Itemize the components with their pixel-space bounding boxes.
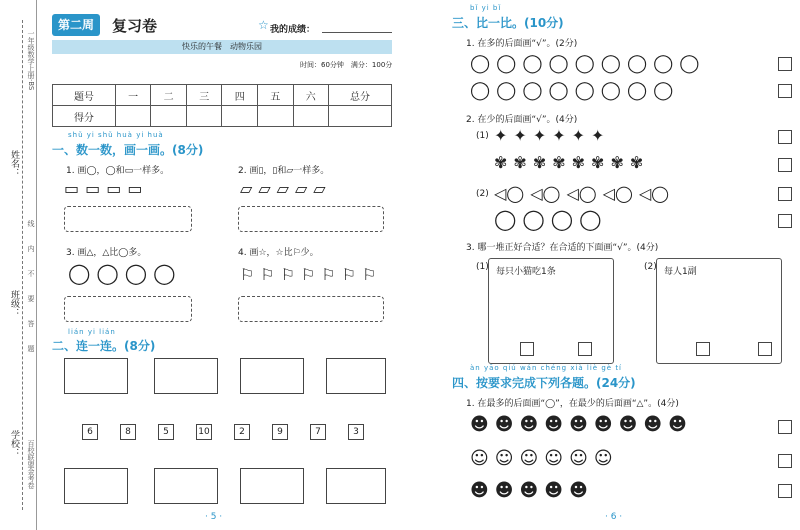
apples: ◯ ◯ ◯ ◯ ◯ ◯ ◯ ◯ ◯	[470, 53, 700, 74]
checkbox[interactable]	[778, 454, 792, 468]
bowls: ◯ ◯ ◯ ◯	[68, 261, 176, 285]
sec3-q1: 1. 在多的后面画“√”。(2分)	[466, 39, 578, 49]
score-cell[interactable]	[186, 106, 222, 127]
table-header: 三	[186, 85, 222, 106]
table-header: 一	[115, 85, 151, 106]
checkbox[interactable]	[778, 214, 792, 228]
table-header: 题号	[53, 85, 116, 106]
table-header: 四	[222, 85, 258, 106]
sec4-pinyin: àn yāo qiú wán chéng xià liè gè tí	[470, 364, 623, 372]
flags: ⚐ ⚐ ⚐ ⚐ ⚐ ⚐ ⚐	[240, 265, 377, 284]
score-line	[322, 32, 392, 33]
q1-text: 1. 画◯，◯和▭一样多。	[66, 166, 170, 176]
number-box[interactable]: 5	[158, 424, 174, 440]
score-cell[interactable]	[329, 106, 392, 127]
sec3-q3: 3. 哪一堆正好合适？在合适的下面画“√”。(4分)	[466, 243, 659, 253]
checkbox[interactable]	[778, 187, 792, 201]
picture-strawberries	[154, 468, 218, 504]
checkbox[interactable]	[758, 342, 772, 356]
pencil-cases: ▭ ▭ ▭ ▭	[64, 179, 143, 198]
table-header: 五	[258, 85, 294, 106]
subtitle-bar: 快乐的午餐 动物乐园	[52, 40, 392, 54]
sec4-title: 四、按要求完成下列各题。(24分)	[452, 376, 636, 390]
week-badge: 第二周	[52, 14, 100, 36]
score-label: 我的成绩：	[270, 25, 316, 35]
class-label: 班级：	[9, 290, 19, 317]
checkbox[interactable]	[778, 130, 792, 144]
score-cell[interactable]	[115, 106, 151, 127]
sec1-title: 一、数一数，画一画。(8分)	[52, 143, 204, 157]
star-icon: ☆	[258, 18, 269, 32]
sec1-pinyin: shǔ yi shǔ huà yi huà	[68, 131, 164, 139]
school-label: 学校：	[9, 430, 19, 457]
series-label: 一年级数学上册·BS	[27, 30, 35, 91]
number-box[interactable]: 8	[120, 424, 136, 440]
checkbox[interactable]	[696, 342, 710, 356]
sec2-pinyin: lián yi lián	[68, 328, 116, 336]
sec3-pinyin: bǐ yi bǐ	[470, 4, 502, 12]
fishbowls: ◯ ◯ ◯ ◯	[494, 207, 602, 231]
picture-carrots	[154, 358, 218, 394]
draw-box-2[interactable]	[238, 206, 384, 232]
checkbox[interactable]	[520, 342, 534, 356]
number-box[interactable]: 9	[272, 424, 288, 440]
picture-frogs	[64, 468, 128, 504]
checkbox[interactable]	[778, 158, 792, 172]
number-box[interactable]: 3	[348, 424, 364, 440]
table-header: 总分	[329, 85, 392, 106]
picture-kittens	[240, 468, 304, 504]
people-gloves-text: 每人1副	[664, 267, 697, 277]
q4-text: 4. 画☆，☆比⚐少。	[238, 248, 319, 258]
page-title: 复习卷	[112, 17, 158, 35]
cat-fish-text: 每只小猫吃1条	[496, 267, 556, 277]
table-header: 二	[151, 85, 187, 106]
erasers: ▱ ▱ ▱ ▱ ▱	[240, 179, 326, 198]
checkbox[interactable]	[778, 484, 792, 498]
cut-line	[22, 20, 23, 510]
checkbox[interactable]	[778, 420, 792, 434]
sec2-title: 二、连一连。(8分)	[52, 339, 156, 353]
sec3-title: 三、比一比。(10分)	[452, 16, 564, 30]
table-header: 六	[293, 85, 329, 106]
monkeys: ☻ ☻ ☻ ☻ ☻ ☻ ☻ ☻ ☻	[470, 414, 687, 435]
frogs: ☻ ☻ ☻ ☻ ☻	[470, 480, 588, 501]
row-label: 得分	[53, 106, 116, 127]
picture-pineapples	[240, 358, 304, 394]
draw-box-3[interactable]	[64, 296, 192, 322]
number-box[interactable]: 10	[196, 424, 212, 440]
score-cell[interactable]	[222, 106, 258, 127]
sub-2-label: (2)	[476, 189, 489, 199]
draw-box-4[interactable]	[238, 296, 384, 322]
page-number-right: · 6 ·	[605, 512, 623, 522]
peaches: ◯ ◯ ◯ ◯ ◯ ◯ ◯ ◯	[470, 80, 674, 101]
sub-2-label: (2)	[644, 262, 657, 272]
time-info: 时间：60分钟 满分：100分	[300, 61, 393, 69]
draw-box-1[interactable]	[64, 206, 192, 232]
brand-label: 百校联盟金考卷	[27, 440, 35, 489]
sec3-q2: 2. 在少的后面画“√”。(4分)	[466, 115, 578, 125]
score-cell[interactable]	[258, 106, 294, 127]
picture-corn	[326, 358, 386, 394]
sub-1-label: (1)	[476, 262, 489, 272]
sec4-q1: 1. 在最多的后面画“◯”，在最少的后面画“△”。(4分)	[466, 399, 679, 409]
number-box[interactable]: 6	[82, 424, 98, 440]
rabbits: ☺ ☺ ☺ ☺ ☺ ☺	[470, 448, 613, 469]
number-box[interactable]: 7	[310, 424, 326, 440]
fish: ◁◯ ◁◯ ◁◯ ◁◯ ◁◯	[494, 184, 670, 203]
picture-bananas	[64, 358, 128, 394]
cut-warning: 线内不要答题	[27, 220, 35, 370]
q2-text: 2. 画▯，▯和▱一样多。	[238, 166, 330, 176]
binding-spine	[0, 0, 37, 530]
page-number-left: · 5 ·	[205, 512, 223, 522]
birds: ✦ ✦ ✦ ✦ ✦ ✦	[494, 126, 605, 145]
q3-text: 3. 画△，△比◯多。	[66, 248, 147, 258]
number-box[interactable]: 2	[234, 424, 250, 440]
picture-toys	[326, 468, 386, 504]
score-cell[interactable]	[293, 106, 329, 127]
score-table	[52, 84, 392, 127]
checkbox[interactable]	[778, 57, 792, 71]
checkbox[interactable]	[578, 342, 592, 356]
butterflies: ✾ ✾ ✾ ✾ ✾ ✾ ✾ ✾	[494, 153, 644, 172]
score-cell[interactable]	[151, 106, 187, 127]
name-label: 姓名：	[9, 150, 19, 177]
checkbox[interactable]	[778, 84, 792, 98]
sub-1-label: (1)	[476, 131, 489, 141]
